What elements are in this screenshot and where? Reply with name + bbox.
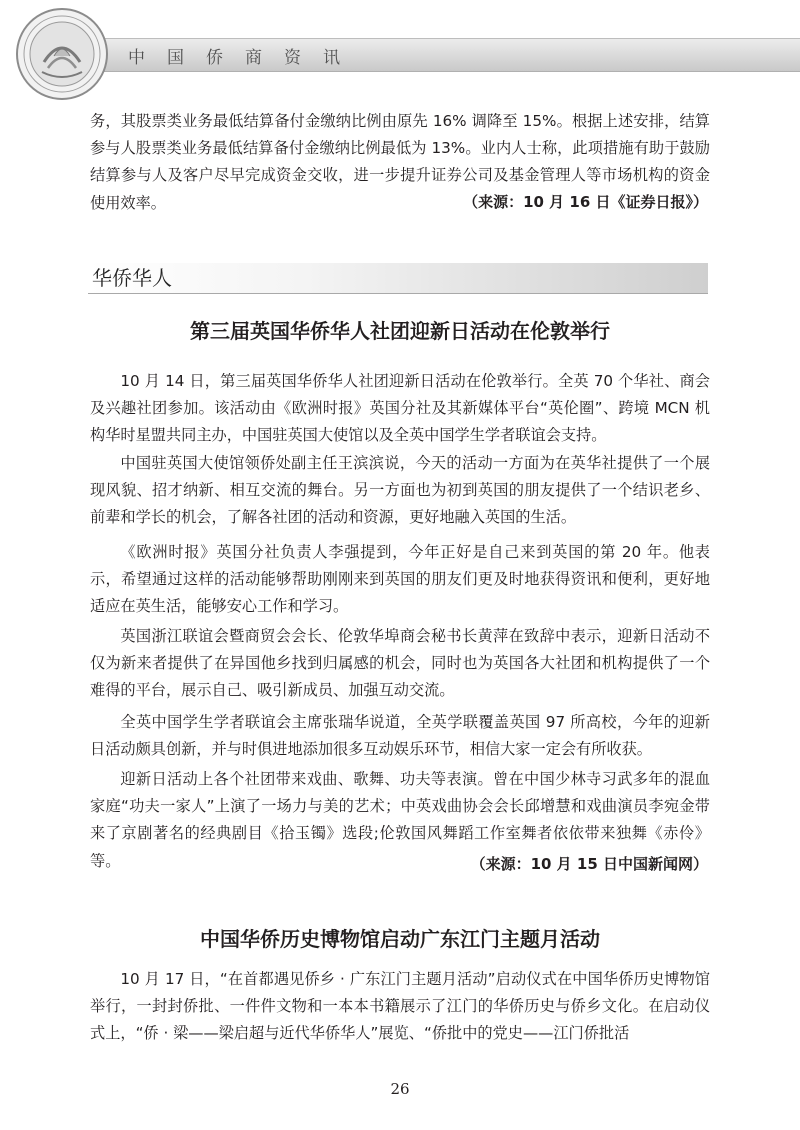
continuation-paragraph: 务，其股票类业务最低结算备付金缴纳比例由原先 16% 调降至 15%。根据上述安排，结算参与人股票类业务最低结算备付金缴纳比例最低为 13%。业内人士称，此项措施有助于鼓励结算参与人及客户尽早完成资金交收，进一步提升证券公司及基金管理人等市场机构的资金使用效率。 <box>90 112 710 212</box>
article-paragraph: 10 月 17 日，“在首都遇见侨乡 · 广东江门主题月活动”启动仪式在中国华侨历史博物馆举行，一封封侨批、一件件文物和一本本书籍展示了江门的华侨历史与侨乡文化。在启动仪式上，“侨 · 梁——梁启超与近代华侨华人”展览、“侨批中的党史——江门侨批活 <box>90 970 710 1043</box>
article-paragraph: 迎新日活动上各个社团带来戏曲、歌舞、功夫等表演。曾在中国少林寺习武多年的混血家庭“功夫一家人”上演了一场力与美的艺术；中英戏曲协会会长邱增慧和戏曲演员李宛金带来了京剧著名的经典剧目《拾玉镯》选段;伦敦国风舞蹈工作室舞者依依带来独舞《赤伶》等。 <box>90 770 710 870</box>
source-citation: （来源：10 月 16 日《证券日报》） <box>463 193 708 211</box>
source-citation: （来源：10 月 15 日中国新闻网） <box>470 855 708 873</box>
article-title: 中国华侨历史博物馆启动广东江门主题月活动 <box>200 927 600 951</box>
section-bar <box>88 263 708 294</box>
page-number: 26 <box>390 1080 410 1098</box>
article-paragraph: 英国浙江联谊会暨商贸会会长、伦敦华埠商会秘书长黄萍在致辞中表示，迎新日活动不仅为新来者提供了在异国他乡找到归属感的机会，同时也为英国各大社团和机构提供了一个难得的平台，展示自己、吸引新成员、加强互动交流。 <box>90 627 710 700</box>
page-header <box>0 0 800 110</box>
article-title: 第三届英国华侨华人社团迎新日活动在伦敦举行 <box>190 319 610 343</box>
logo-emblem-icon <box>14 6 110 102</box>
article-paragraph: 《欧洲时报》英国分社负责人李强提到，今年正好是自己来到英国的第 20 年。他表示，希望通过这样的活动能够帮助刚刚来到英国的朋友们更及时地获得资讯和便利，更好地适应在英生活，能够安心工作和学习。 <box>90 543 710 616</box>
article-paragraph: 中国驻英国大使馆领侨处副主任王滨滨说，今天的活动一方面为在英华社提供了一个展现风貌、招才纳新、相互交流的舞台。另一方面也为初到英国的朋友提供了一个结识老乡、前辈和学长的机会，了解各社团的活动和资源，更好地融入英国的生活。 <box>90 454 710 527</box>
section-title: 华侨华人 <box>92 266 172 290</box>
header-title: 中国侨商资讯 <box>128 48 362 68</box>
article-paragraph: 全英中国学生学者联谊会主席张瑞华说道，全英学联覆盖英国 97 所高校，今年的迎新日活动颇具创新，并与时俱进地添加很多互动娱乐环节，相信大家一定会有所收获。 <box>90 713 710 759</box>
article-paragraph: 10 月 14 日，第三届英国华侨华人社团迎新日活动在伦敦举行。全英 70 个华社、商会及兴趣社团参加。该活动由《欧洲时报》英国分社及其新媒体平台“英伦圈”、跨境 MCN 机构华时星盟共同主办，中国驻英国大使馆以及全英中国学生学者联谊会支持。 <box>90 372 710 445</box>
